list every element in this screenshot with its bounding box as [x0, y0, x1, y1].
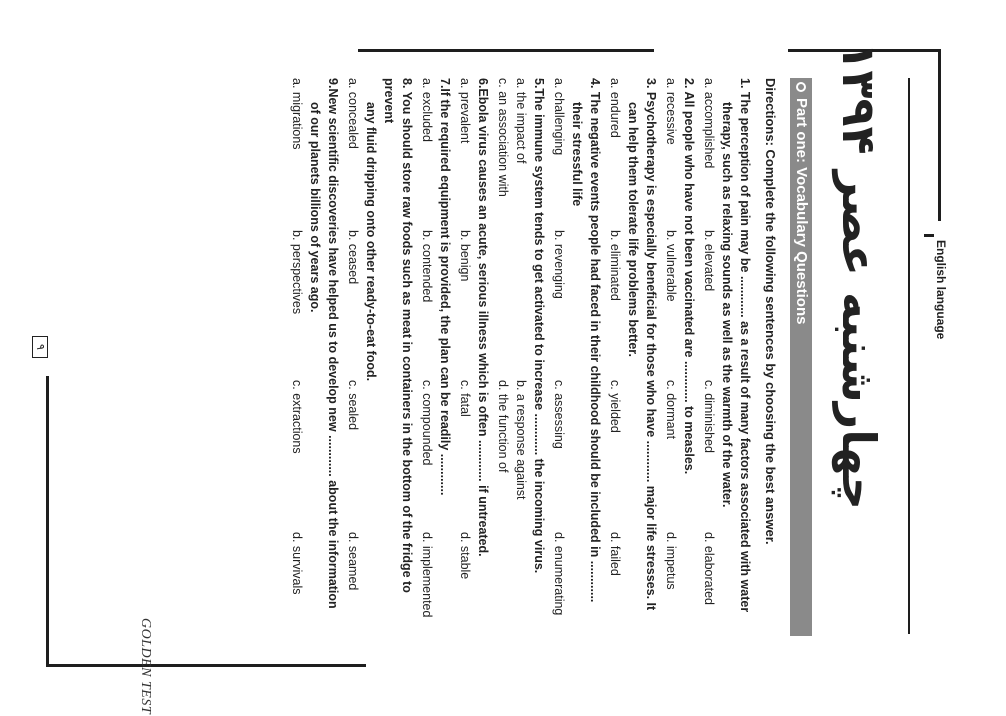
option-d[interactable]: d. implemented [420, 532, 434, 618]
question-text: 1. The perception of pain may be ............ as a result of many factors associated with water [738, 78, 752, 613]
question-5 [530, 78, 548, 638]
option-d[interactable]: d. impetus [664, 532, 678, 590]
option-b[interactable]: b. elevated [702, 230, 716, 292]
option-c[interactable]: c. dormant [664, 380, 678, 440]
option-a[interactable]: a. recessive [664, 78, 678, 145]
option-b[interactable]: b. revenging [552, 230, 566, 299]
option-a[interactable]: a. concealed [346, 78, 360, 149]
question-text: 7.If the required equipment is provided, the plan can be readily ............ [438, 78, 452, 496]
question-text: their stressful life [570, 102, 584, 207]
question-text: therapy, such as relaxing sounds as well as the warmth of the water. [720, 102, 734, 508]
option-c[interactable]: c. yielded [608, 380, 622, 433]
option-c[interactable]: c. an association with [496, 78, 510, 197]
option-b[interactable]: b. benign [458, 230, 472, 282]
question-2 [680, 78, 698, 638]
options-6 [456, 78, 474, 638]
option-b[interactable]: b. a response against [514, 380, 528, 500]
option-d[interactable]: d. elaborated [702, 532, 716, 605]
options-5-row1 [512, 78, 530, 638]
question-7 [436, 78, 454, 638]
question-9 [306, 78, 342, 638]
options-3 [606, 78, 624, 638]
question-3 [624, 78, 660, 638]
option-a[interactable]: a. challenging [552, 78, 566, 156]
directions: Directions: Complete the following sentences by choosing the best answer. [763, 78, 778, 545]
option-d[interactable]: d. enumerating [552, 532, 566, 616]
options-5-row2 [494, 78, 512, 638]
options-7 [418, 78, 436, 638]
option-d[interactable]: d. seamed [346, 532, 360, 591]
test-title: GOLDEN TEST [138, 618, 153, 715]
option-a[interactable]: a. prevalent [458, 78, 472, 144]
question-text: can help them tolerate life problems better. [626, 102, 640, 357]
option-d[interactable]: d. stable [458, 532, 472, 580]
question-8 [362, 78, 416, 638]
question-text: 3. Psychotherapy is especially beneficial for those who have ............ major life stresses. It [644, 78, 658, 611]
option-c[interactable]: c. diminished [702, 380, 716, 453]
question-text: 9.New scientific discoveries have helped us to develop new ............ about the information [326, 78, 340, 609]
section-title: Part one: Vocabulary Questions [793, 98, 810, 325]
question-text: of our planets billions of years ago. [308, 102, 322, 313]
options-1 [700, 78, 718, 638]
question-text: 2. All people who have not been vaccinated are ............ to measles. [682, 78, 696, 475]
persian-title: چهارشنبه عصر ۱۳۹۴ [832, 42, 886, 510]
option-a[interactable]: a. accomplished [702, 78, 716, 169]
option-c[interactable]: c. fatal [458, 380, 472, 417]
option-a[interactable]: a. endured [608, 78, 622, 138]
options-2 [662, 78, 680, 638]
option-c[interactable]: c. sealed [346, 380, 360, 431]
question-list [286, 78, 754, 638]
option-c[interactable]: c. extractions [290, 380, 304, 454]
option-d[interactable]: d. the function of [496, 380, 510, 473]
options-4 [550, 78, 568, 638]
option-d[interactable]: d. failed [608, 532, 622, 576]
subject-marker [924, 234, 934, 237]
option-a[interactable]: a. excluded [420, 78, 434, 142]
options-9 [288, 78, 306, 638]
option-b[interactable]: b. vulnerable [664, 230, 678, 302]
question-text: 8. You should store raw foods such as meat in containers in the bottom of the fridge to prevent [382, 78, 414, 593]
question-6 [474, 78, 492, 638]
option-b[interactable]: b. ceased [346, 230, 360, 285]
question-text: 6.Ebola virus causes an acute, serious illness which is often ............ if untreated. [476, 78, 490, 557]
question-1 [718, 78, 754, 638]
page-number: ۹ [32, 336, 48, 358]
question-text: any fluid dripping onto other ready-to-eat food. [364, 102, 378, 382]
option-a[interactable]: a. the impact of [514, 78, 528, 164]
question-text: 4. The negative events people had faced in their childhood should be included in ............ [588, 78, 602, 603]
question-text: 5.The immune system tends to get activated to increase ............ the incoming virus. [532, 78, 546, 574]
option-c[interactable]: c. assessing [552, 380, 566, 449]
option-c[interactable]: c. compounded [420, 380, 434, 466]
option-b[interactable]: b. contended [420, 230, 434, 303]
option-b[interactable]: b. perspectives [290, 230, 304, 315]
question-4 [568, 78, 604, 638]
question-circle-icon [796, 82, 806, 92]
subject-label: English language [934, 240, 948, 340]
option-b[interactable]: b. eliminated [608, 230, 622, 301]
options-8 [344, 78, 362, 638]
option-a[interactable]: a. migrations [290, 78, 304, 150]
section-header [750, 78, 812, 636]
option-d[interactable]: d. survivals [290, 532, 304, 595]
